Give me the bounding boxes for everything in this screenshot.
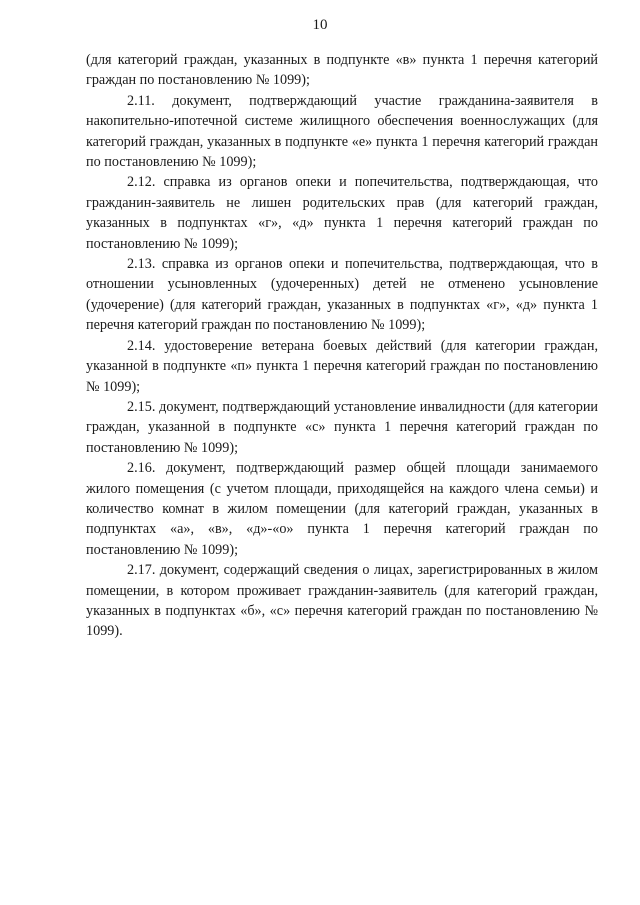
- paragraph-item-2-14: 2.14. удостоверение ветерана боевых действий (для категории граждан, указанной в подпункте «п» пункта 1 перечня категорий граждан по постановлению № 1099);: [86, 337, 598, 395]
- document-body: [86, 50, 598, 642]
- paragraph-item-2-11: 2.11. документ, подтверждающий участие гражданина-заявителя в накопительно-ипотечной системе жилищного обеспечения военнослужащих (для категорий граждан, указанных в подпункте «е» пункта 1 перечня категорий граждан по постановлению № 1099);: [86, 92, 598, 171]
- paragraph-continuation: (для категорий граждан, указанных в подпункте «в» пункта 1 перечня категорий граждан по постановлению № 1099);: [86, 52, 598, 89]
- paragraph-item-2-12: 2.12. справка из органов опеки и попечительства, подтверждающая, что гражданин-заявитель не лишен родительских прав (для категорий граждан, указанных в подпунктах «г», «д» пункта 1 перечня категорий граждан по постановлению № 1099);: [86, 174, 598, 252]
- paragraph-item-2-13: 2.13. справка из органов опеки и попечительства, подтверждающая, что в отношении усыновленных (удочеренных) детей не отменено усыновление (удочерение) (для категорий граждан, указанных в подпунктах «г», «д» пункта 1 перечня категорий граждан по постановлению № 1099);: [86, 256, 598, 334]
- paragraph-item-2-15: 2.15. документ, подтверждающий установление инвалидности (для категории граждан, указанной в подпункте «с» пункта 1 перечня категорий граждан по постановлению № 1099);: [86, 398, 598, 456]
- page-number: 10: [312, 17, 328, 33]
- paragraph-item-2-16: 2.16. документ, подтверждающий размер общей площади занимаемого жилого помещения (с учетом площади, приходящейся на каждого члена семьи) и количество комнат в жилом помещении (для категорий граждан, указанных в подпунктах «а», «в», «д»-«о» пункта 1 перечня категорий граждан по постановлению № 1099);: [86, 460, 598, 558]
- paragraph-item-2-17: 2.17. документ, содержащий сведения о лицах, зарегистрированных в жилом помещении, в котором проживает гражданин-заявитель (для категорий граждан, указанных в подпунктах «б», «с» перечня категорий граждан по постановлению № 1099).: [86, 562, 598, 640]
